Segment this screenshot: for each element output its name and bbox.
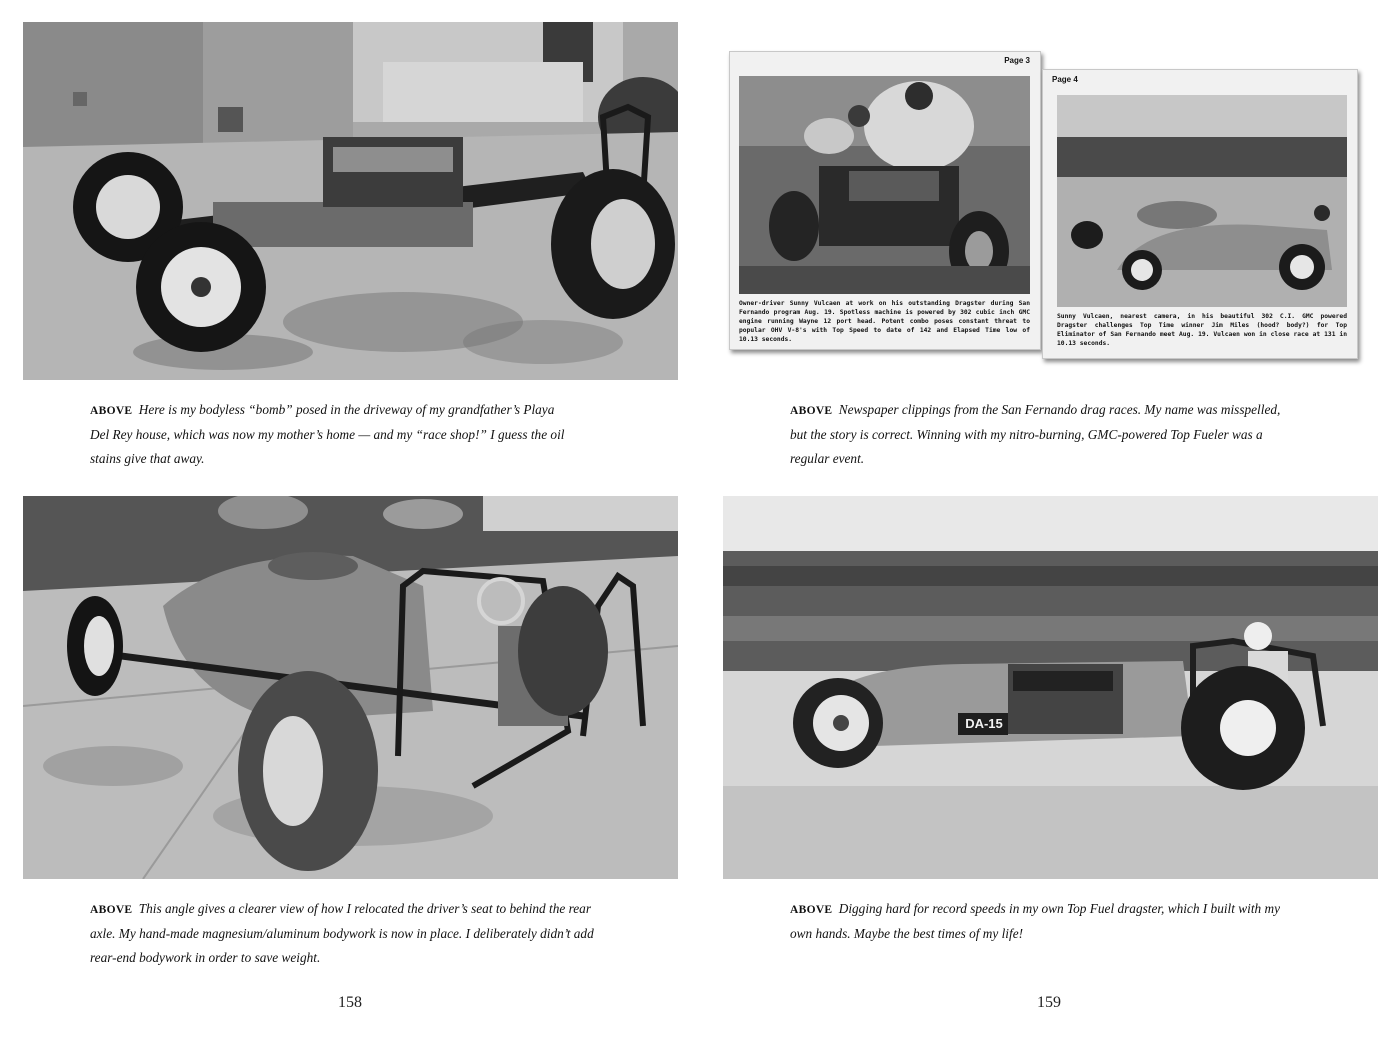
dragster-racing-caption (790, 897, 1300, 946)
dragster-bodywork-caption (90, 897, 600, 970)
caption-text: Digging hard for record speeds in my own Top Fuel dragster, which I built with my own hands. Maybe the best times of my life! (790, 901, 1280, 941)
chassis-driveway-caption (90, 398, 565, 471)
page-number-right: 159 (1037, 994, 1061, 1011)
clipping-label: Page 4 (1052, 75, 1078, 84)
clipping-caption: Sunny Vulcaen, nearest camera, in his beautiful 302 C.I. GMC powered Dragster challenges Top Time winner Jim Miles (hood? body?) for Top Eliminator of San Fernando meet Aug. 19. Vulcaen won in close race at 131 in 10.13 seconds. (1057, 313, 1347, 348)
caption-lead: ABOVE (90, 405, 133, 417)
caption-text: Here is my bodyless “bomb” posed in the driveway of my grandfather’s Playa Del Rey house, which was now my mother’s home — and my “race shop!” I guess the oil stains give that away. (90, 402, 565, 466)
dragster-racing-photo (723, 496, 1378, 879)
page-number-left: 158 (338, 994, 362, 1011)
clipping-caption: Owner-driver Sunny Vulcaen at work on his outstanding Dragster during San Fernando program Aug. 19. Spotless machine is powered by 302 cubic inch GMC engine running Wayne 12 port head. Potent combo poses constant threat to popular OHV V-8's with Top Speed to date of 142 and Elapsed Time low of 10.13 seconds. (739, 300, 1030, 344)
clipping-label: Page 3 (1004, 56, 1030, 65)
clipping-photo (1057, 95, 1347, 307)
caption-text: This angle gives a clearer view of how I relocated the driver’s seat to behind the rear axle. My hand-made magnesium/aluminum bodywork is now in place. I deliberately didn’t add rear-end bodywork in order to save weight. (90, 901, 594, 965)
newspaper-clipping-page-3 (729, 51, 1041, 350)
chassis-driveway-photo (23, 22, 678, 380)
newspaper-clippings-caption (790, 398, 1300, 471)
clipping-photo (739, 76, 1030, 294)
caption-lead: ABOVE (790, 904, 833, 916)
caption-lead: ABOVE (790, 405, 833, 417)
caption-text: Newspaper clippings from the San Fernando drag races. My name was misspelled, but the story is correct. Winning with my nitro-burning, GMC-powered Top Fueler was a regular event. (790, 402, 1281, 466)
newspaper-clipping-page-4 (1042, 69, 1358, 359)
dragster-bodywork-photo (23, 496, 678, 879)
car-number-plate: DA-15 (965, 716, 1003, 731)
caption-lead: ABOVE (90, 904, 133, 916)
